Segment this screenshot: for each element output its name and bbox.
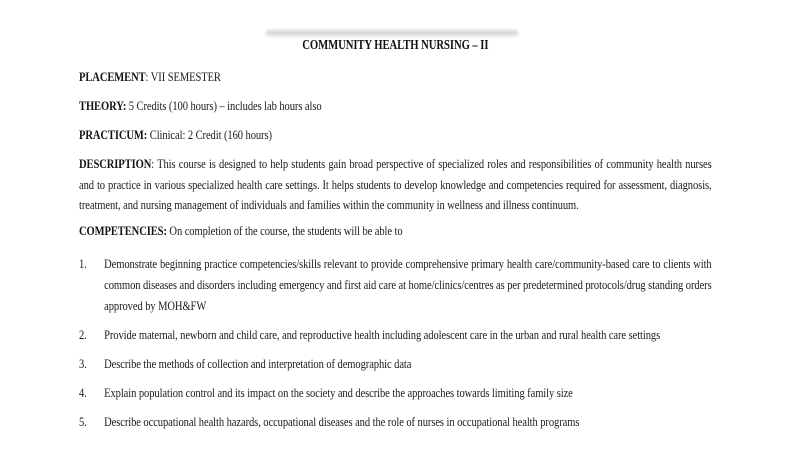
objective-number: 1.	[79, 256, 87, 272]
objective-text: Describe the methods of collection and interpretation of demographic data	[104, 355, 412, 371]
objective-item	[79, 412, 712, 433]
placement-label: PLACEMENT	[79, 68, 146, 84]
objective-item	[79, 254, 712, 316]
theory-line	[79, 96, 712, 117]
objective-text: Explain population control and its impact on the society and describe the approaches towards limiting family size	[104, 384, 573, 400]
objective-item	[79, 354, 712, 375]
document-body	[79, 35, 712, 441]
theory-value: 5 Credits (100 hours) – includes lab hours also	[126, 97, 322, 113]
description-paragraph	[79, 154, 712, 216]
objective-number: 2.	[79, 326, 87, 342]
placement-value: : VII SEMESTER	[145, 68, 221, 84]
objective-number: 4.	[79, 384, 87, 400]
course-title: COMMUNITY HEALTH NURSING – II	[302, 37, 489, 52]
objective-text: Provide maternal, newborn and child care, and reproductive health including adolescent care in the urban and rural health care settings	[104, 326, 661, 342]
practicum-line	[79, 125, 712, 146]
objective-item	[79, 383, 712, 404]
description-text: : This course is designed to help students gain broad perspective of specialized roles and responsibilities of community health nurses and to practice in various specialized health care settings. It helps students to develop knowledge and competencies required for assessment, diagnosis, treatment, and nursing management of individuals and families within the community in wellness and illness continuum.	[79, 155, 712, 213]
competencies-line	[79, 221, 712, 242]
objective-text: Demonstrate beginning practice competencies/skills relevant to provide comprehensive primary health care/community-based care to clients with common diseases and disorders including emergency and first aid care at home/clinics/centres as per predetermined protocols/drug standing orders approved by MOH&FW	[104, 256, 712, 313]
objective-item	[79, 325, 712, 346]
objective-number: 3.	[79, 355, 87, 371]
objective-number: 5.	[79, 414, 87, 430]
theory-label: THEORY:	[79, 97, 127, 113]
competencies-text: On completion of the course, the students will be able to	[166, 222, 403, 238]
competencies-label: COMPETENCIES:	[79, 222, 167, 238]
placement-line	[79, 67, 712, 88]
description-label: DESCRIPTION	[79, 155, 152, 171]
objectives-list	[79, 254, 712, 432]
practicum-label: PRACTICUM:	[79, 126, 148, 142]
objective-text: Describe occupational health hazards, occupational diseases and the role of nurses in occupational health programs	[104, 414, 580, 430]
practicum-value: Clinical: 2 Credit (160 hours)	[147, 126, 272, 142]
